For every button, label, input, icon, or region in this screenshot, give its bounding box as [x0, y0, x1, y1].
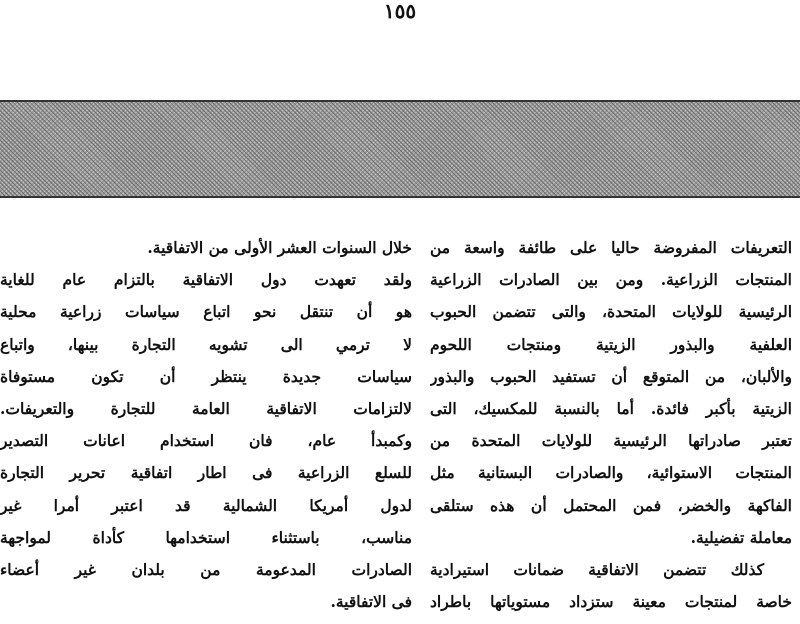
text-line: معاملة تفضيلية.	[690, 527, 792, 547]
text-line: التعريفات المفروضة حاليا على طائفة واسعة من	[430, 238, 792, 257]
text-line: وكمبدأ عام، فان استخدام اعانات التصدير	[0, 431, 412, 451]
text-line: كذلك تتضمن الاتفاقية ضمانات استيرادية	[430, 559, 764, 579]
text-line: سياسات جديدة ينتظر أن تكون مستوفاة	[0, 366, 412, 386]
text-line: خلال السنوات العشر الأولى من الاتفاقية.	[147, 238, 412, 257]
text-line: هو أن تنتقل نحو اتباع سياسات زراعية محلية	[0, 302, 412, 322]
header-hatched-band	[0, 100, 800, 198]
text-line: الرئيسية للولايات المتحدة، والتى تتضمن الحبوب	[430, 302, 792, 322]
text-line: تعتبر صادراتها الرئيسية للولايات المتحدة من	[430, 431, 792, 451]
text-line: لا ترمي الى تشويه التجارة بينها، واتباع	[0, 334, 412, 354]
text-line: فى الاتفاقية.	[330, 592, 412, 612]
text-line: الفاكهة والخضر، فمن المحتمل أن هذه ستلقى	[430, 495, 792, 515]
text-line: خاصة لمنتجات معينة ستزداد مستوياتها باطراد	[430, 592, 792, 612]
text-line: لدول أمريكا الشمالية قد اعتبر أمرا غير	[0, 495, 412, 515]
text-line: والألبان، من المتوقع أن تستفيد الحبوب والبذور	[430, 366, 792, 386]
text-line: ولقد تعهدت دول الاتفاقية بالتزام عام للغاية	[0, 270, 412, 290]
text-line: الزيتية بأكبر فائدة. أما بالنسبة للمكسيك، التى	[430, 398, 792, 418]
left-text-column	[0, 232, 412, 624]
right-text-column	[430, 232, 792, 624]
text-line: مناسب، باستثناء استخدامها كأداة لمواجهة	[0, 527, 412, 547]
page-number: ١٥٥	[383, 0, 417, 23]
text-line: المنتجات الاستوائية، والصادرات البستانية مثل	[430, 463, 792, 483]
text-line: العلفية والبذور الزيتية ومنتجات اللحوم	[430, 334, 792, 354]
text-line: المنتجات الزراعية. ومن بين الصادرات الزراعية	[430, 270, 792, 290]
text-line: لالتزامات الاتفاقية العامة للتجارة والتعريفات.	[0, 398, 412, 418]
text-line: الصادرات المدعومة من بلدان غير أعضاء	[0, 559, 412, 579]
text-line: للسلع الزراعية فى اطار اتفاقية تحرير التجارة	[0, 463, 412, 483]
